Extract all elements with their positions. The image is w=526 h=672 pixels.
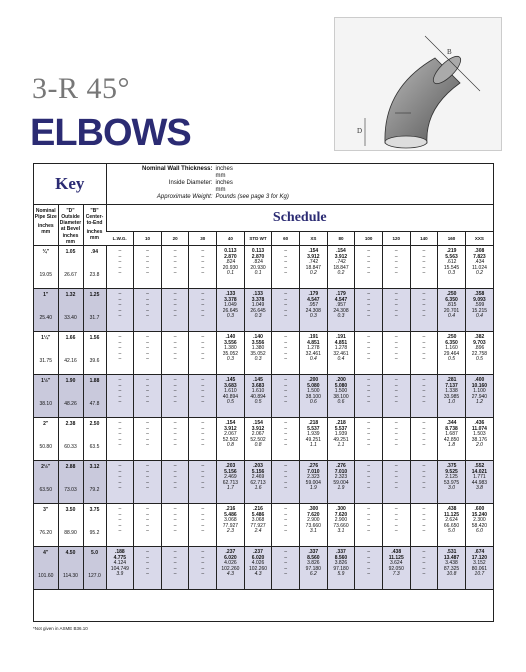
size-cell: 1.66 42.16: [58, 332, 83, 375]
legend-label: [107, 187, 216, 194]
schedule-cell: .308 7.823 .434 11.024 0.2: [465, 246, 493, 289]
schedule-cell: .179 4.547 .957 24.308 0.3: [327, 289, 355, 332]
schedule-column-header: 10: [134, 231, 162, 245]
legend-row: [107, 164, 493, 173]
schedule-column-header: 120: [382, 231, 410, 245]
schedule-cell: .203 5.156 2.469 62.713 1.6: [244, 461, 272, 504]
page-subtitle: 3-R 45°: [32, 72, 130, 105]
schedule-cell: .237 6.020 4.026 102.260 4.3: [217, 547, 245, 590]
schedule-cell: – – – – –: [382, 418, 410, 461]
schedule-cell: – – – – –: [134, 375, 162, 418]
footnote: *Not given in ASME B36.10: [33, 626, 88, 631]
schedule-cell: – – – – –: [355, 375, 383, 418]
schedule-cell: – – – – –: [272, 461, 300, 504]
schedule-cell: – – – – –: [410, 461, 438, 504]
specification-table: [33, 163, 494, 622]
legend-label: [107, 173, 216, 180]
schedule-cell: .218 5.537 1.939 49.251 1.1: [300, 418, 328, 461]
schedule-cell: .219 5.563 .612 15.545 0.3: [438, 246, 466, 289]
size-cell: 3" 76.20: [34, 504, 58, 547]
schedule-cell: .438 11.125 3.624 92.050 7.3: [382, 547, 410, 590]
schedule-cell: – – – – –: [272, 289, 300, 332]
schedule-cell: – – – – –: [189, 332, 217, 375]
schedule-column-header: XXS: [465, 231, 493, 245]
schedule-cell: .200 5.080 1.500 38.100 0.6: [300, 375, 328, 418]
schedule-cell: – – – – –: [272, 246, 300, 289]
header-center-to-end: "B" Center-to-End inches mm: [83, 205, 106, 246]
schedule-cell: – – – – –: [161, 461, 189, 504]
svg-text:B: B: [447, 48, 452, 56]
legend-row: [107, 180, 493, 187]
size-cell: 5.0 127.0: [83, 547, 106, 590]
schedule-cell: .145 3.683 1.610 40.894 0.5: [217, 375, 245, 418]
schedule-cell: .218 5.537 1.939 49.251 1.1: [327, 418, 355, 461]
table-row: [34, 504, 493, 547]
schedule-cell: .276 7.010 2.323 59.004 1.9: [300, 461, 328, 504]
size-cell: .94 23.8: [83, 246, 106, 289]
schedule-cell: – – – – –: [106, 332, 134, 375]
size-cell: 2½" 63.50: [34, 461, 58, 504]
schedule-cell: – – – – –: [161, 504, 189, 547]
schedule-cell: – – – – –: [272, 504, 300, 547]
size-cell: 4" 101.60: [34, 547, 58, 590]
size-cell: 4.50 114.30: [58, 547, 83, 590]
schedule-cell: – – – – –: [106, 461, 134, 504]
schedule-cell: – – – – –: [189, 289, 217, 332]
schedule-cell: – – – – –: [355, 289, 383, 332]
schedule-column-header: 100: [355, 231, 383, 245]
schedule-cell: – – – – –: [161, 375, 189, 418]
schedule-cell: .337 8.560 3.826 97.180 6.2: [300, 547, 328, 590]
legend-label: Inside Diameter:: [168, 180, 213, 186]
size-cell: 1.88 47.8: [83, 375, 106, 418]
schedule-cell: .154 3.912 2.067 52.502 0.8: [244, 418, 272, 461]
key-title: Key: [34, 164, 106, 205]
schedule-cell: – – – – –: [161, 547, 189, 590]
schedule-cell: .358 9.093 .599 15.215 0.4: [465, 289, 493, 332]
schedule-cell: .337 8.560 3.826 97.180 5.9: [327, 547, 355, 590]
schedule-cell: – – – – –: [272, 375, 300, 418]
schedule-cell: .154 3.912 .742 18.847 0.2: [300, 246, 328, 289]
legend-value: mm: [215, 173, 226, 179]
schedule-cell: – – – – –: [272, 547, 300, 590]
schedule-cell: .140 3.556 1.380 35.052 0.3: [217, 332, 245, 375]
schedule-cell: .281 7.137 1.338 33.985 1.0: [438, 375, 466, 418]
schedule-cell: – – – – –: [106, 418, 134, 461]
schedule-cell: – – – – –: [382, 461, 410, 504]
schedule-cell: – – – – –: [134, 461, 162, 504]
schedule-cell: .203 5.156 2.469 62.713 1.7: [217, 461, 245, 504]
schedule-cell: .438 11.125 2.624 66.650 5.0: [438, 504, 466, 547]
schedule-cell: .436 11.074 1.503 38.176 2.0: [465, 418, 493, 461]
schedule-column-header: XS: [300, 231, 328, 245]
schedule-cell: – – – – –: [189, 418, 217, 461]
schedule-cell: – – – – –: [161, 332, 189, 375]
schedule-cell: – – – – –: [161, 289, 189, 332]
schedule-cell: .382 9.703 .896 22.758 0.5: [465, 332, 493, 375]
schedule-cell: – – – – –: [189, 504, 217, 547]
legend-value: Pounds (see page 3 for Kg): [215, 194, 289, 200]
schedule-cell: – – – – –: [189, 547, 217, 590]
table-row: [34, 289, 493, 332]
schedule-cell: – – – – –: [134, 504, 162, 547]
schedule-cell: 0.113 2.870 .824 20.930 0.1: [244, 246, 272, 289]
schedule-cell: – – – – –: [272, 332, 300, 375]
legend-row: [107, 173, 493, 180]
schedule-cell: – – – – –: [355, 246, 383, 289]
schedule-cell: .600 15.240 2.300 58.420 6.0: [465, 504, 493, 547]
size-cell: 1½" 38.10: [34, 375, 58, 418]
size-cell: 2.38 60.33: [58, 418, 83, 461]
schedule-cell: .250 6.350 .815 20.701 0.4: [438, 289, 466, 332]
table-row: [34, 332, 493, 375]
schedule-cell: .140 3.556 1.380 35.052 0.3: [244, 332, 272, 375]
schedule-cell: .344 8.738 1.687 42.850 1.8: [438, 418, 466, 461]
schedule-cell: – – – – –: [382, 504, 410, 547]
schedule-cell: – – – – –: [355, 461, 383, 504]
legend-label: Nominal Wall Thickness:: [142, 166, 213, 172]
table-row: [34, 547, 493, 590]
schedule-cell: .237 6.020 4.026 102.260 4.3: [244, 547, 272, 590]
schedule-cell: – – – – –: [189, 461, 217, 504]
schedule-cell: 0.113 2.870 .824 20.930 0.1: [217, 246, 245, 289]
schedule-cell: – – – – –: [382, 246, 410, 289]
schedule-cell: .133 3.378 1.049 26.645 0.3: [244, 289, 272, 332]
schedule-column-header: 80: [327, 231, 355, 245]
schedule-cell: – – – – –: [410, 289, 438, 332]
schedule-cell: – – – – –: [106, 246, 134, 289]
schedule-cell: .250 6.350 1.160 29.464 0.5: [438, 332, 466, 375]
size-cell: 1.25 31.7: [83, 289, 106, 332]
legend-row: [107, 194, 493, 201]
size-cell: 1.90 48.26: [58, 375, 83, 418]
schedule-column-header: L.W.G.: [106, 231, 134, 245]
size-cell: 1¼" 31.75: [34, 332, 58, 375]
schedule-cell: – – – – –: [106, 375, 134, 418]
schedule-cell: .300 7.620 2.900 73.660 3.1: [327, 504, 355, 547]
legend-label: Approximate Weight:: [156, 194, 213, 200]
elbow-drawing-icon: [335, 18, 501, 150]
schedule-cell: .145 3.683 1.610 40.894 0.5: [244, 375, 272, 418]
schedule-cell: – – – – –: [410, 418, 438, 461]
schedule-cell: .154 3.912 2.067 52.502 0.8: [217, 418, 245, 461]
elbow-diagram: [334, 17, 502, 151]
schedule-cell: – – – – –: [134, 547, 162, 590]
schedule-cell: – – – – –: [410, 375, 438, 418]
size-cell: 3.12 79.2: [83, 461, 106, 504]
svg-text:D: D: [357, 127, 363, 135]
key-legend: [106, 164, 493, 205]
schedule-cell: – – – – –: [410, 547, 438, 590]
size-cell: 2" 50.80: [34, 418, 58, 461]
schedule-cell: – – – – –: [189, 246, 217, 289]
table-row: [34, 246, 493, 289]
schedule-column-header: 160: [438, 231, 466, 245]
schedule-cell: – – – – –: [161, 246, 189, 289]
table-row: [34, 375, 493, 418]
schedule-cell: .400 10.160 1.100 27.940 1.2: [465, 375, 493, 418]
schedule-cell: – – – – –: [355, 332, 383, 375]
size-cell: ¾" 19.05: [34, 246, 58, 289]
schedule-column-header: 140: [410, 231, 438, 245]
legend-value: mm: [215, 187, 226, 193]
schedule-cell: .375 9.525 2.125 53.975 3.0: [438, 461, 466, 504]
schedule-cell: – – – – –: [410, 504, 438, 547]
schedule-cell: – – – – –: [134, 418, 162, 461]
schedule-column-header: 60: [272, 231, 300, 245]
size-cell: 2.50 63.5: [83, 418, 106, 461]
size-cell: 1.56 39.6: [83, 332, 106, 375]
legend-row: [107, 187, 493, 194]
schedule-cell: – – – – –: [106, 289, 134, 332]
schedule-cell: – – – – –: [355, 504, 383, 547]
schedule-cell: .216 5.486 3.068 77.927 2.4: [244, 504, 272, 547]
table-row: [34, 461, 493, 504]
schedule-cell: – – – – –: [382, 289, 410, 332]
schedule-cell: – – – – –: [355, 418, 383, 461]
schedule-cell: – – – – –: [134, 332, 162, 375]
schedule-cell: .552 14.021 1.771 44.983 3.8: [465, 461, 493, 504]
schedule-cell: .674 17.120 3.152 80.061 10.7: [465, 547, 493, 590]
size-cell: 1.32 33.40: [58, 289, 83, 332]
schedule-cell: .531 13.487 3.438 87.325 10.8: [438, 547, 466, 590]
schedule-cell: .300 7.620 2.900 73.660 3.1: [300, 504, 328, 547]
schedule-cell: .179 4.547 .957 24.308 0.3: [300, 289, 328, 332]
legend-value: inches: [215, 166, 233, 172]
schedule-cell: – – – – –: [272, 418, 300, 461]
schedule-cell: – – – – –: [410, 246, 438, 289]
schedule-column-header: 20: [161, 231, 189, 245]
page-title: ELBOWS: [30, 112, 191, 154]
schedule-column-header: STD WT: [244, 231, 272, 245]
header-nominal-pipe-size: Nominal Pipe Size inches mm: [34, 205, 58, 246]
schedule-cell: – – – – –: [189, 375, 217, 418]
size-cell: 1" 25.40: [34, 289, 58, 332]
schedule-title: Schedule: [106, 205, 493, 232]
table-row: [34, 418, 493, 461]
schedule-cell: – – – – –: [410, 332, 438, 375]
schedule-cell: .188 4.775 4.124 104.749 3.9: [106, 547, 134, 590]
schedule-cell: – – – – –: [355, 547, 383, 590]
schedule-cell: – – – – –: [134, 289, 162, 332]
schedule-column-header: 40: [217, 231, 245, 245]
size-cell: 1.05 26.67: [58, 246, 83, 289]
schedule-cell: .191 4.851 1.278 32.461 0.4: [300, 332, 328, 375]
schedule-cell: .191 4.851 1.278 32.461 0.4: [327, 332, 355, 375]
header-outside-diameter: "D" Outside Diameter at Bevel inches mm: [58, 205, 83, 246]
schedule-cell: – – – – –: [382, 375, 410, 418]
size-cell: 2.88 73.03: [58, 461, 83, 504]
schedule-cell: – – – – –: [134, 246, 162, 289]
schedule-cell: – – – – –: [382, 332, 410, 375]
schedule-cell: – – – – –: [161, 418, 189, 461]
legend-value: inches: [215, 180, 233, 186]
schedule-cell: – – – – –: [106, 504, 134, 547]
schedule-cell: .200 5.080 1.500 38.100 0.6: [327, 375, 355, 418]
size-cell: 3.75 95.2: [83, 504, 106, 547]
schedule-cell: .133 3.378 1.049 26.645 0.3: [217, 289, 245, 332]
schedule-cell: .154 3.912 .742 18.847 0.2: [327, 246, 355, 289]
schedule-cell: .276 7.010 2.323 59.004 1.9: [327, 461, 355, 504]
schedule-cell: .216 5.486 3.068 77.927 2.3: [217, 504, 245, 547]
size-cell: 3.50 88.90: [58, 504, 83, 547]
schedule-column-header: 30: [189, 231, 217, 245]
